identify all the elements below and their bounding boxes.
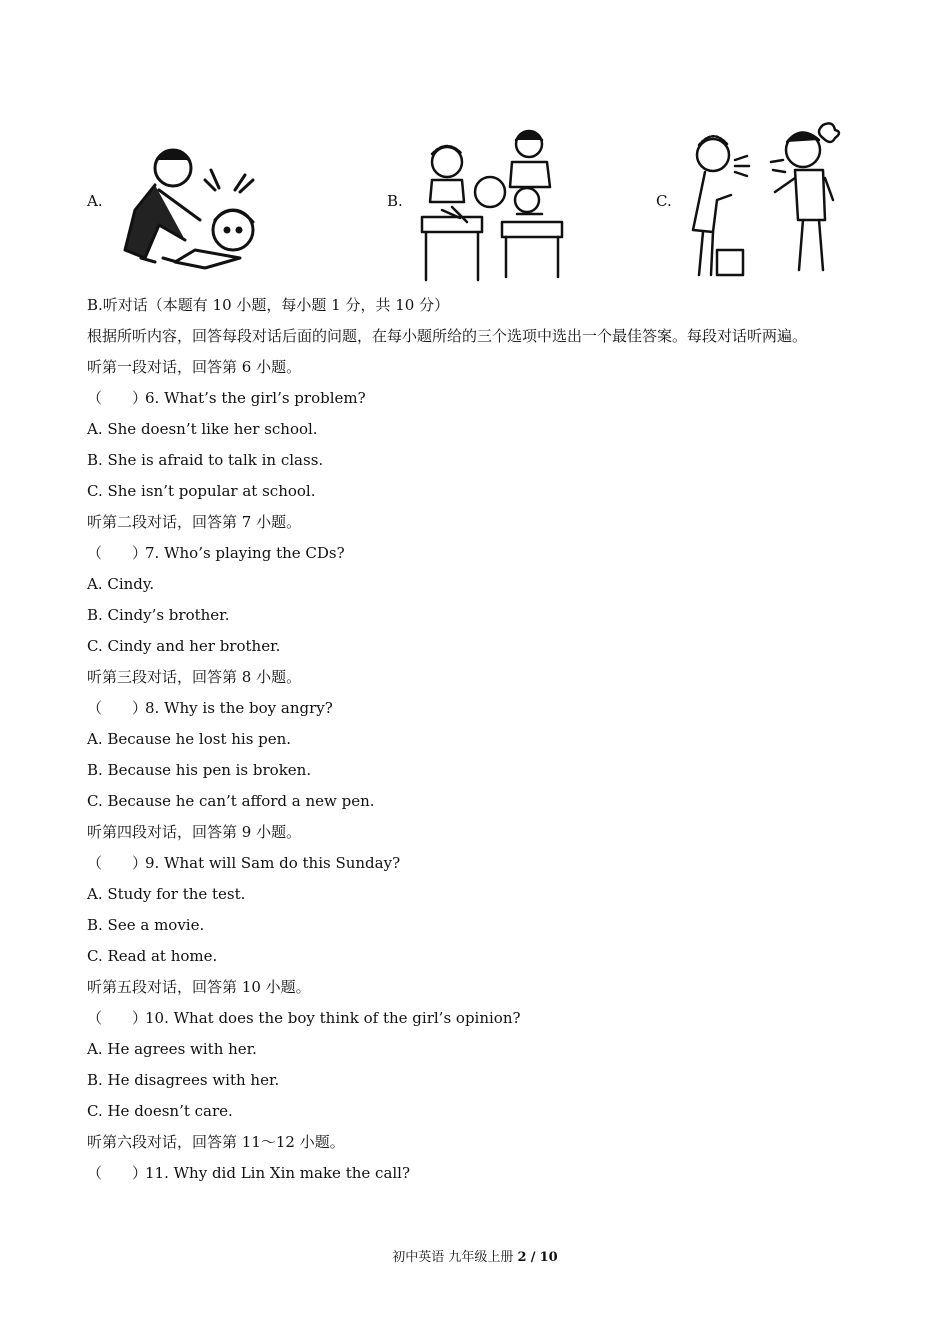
option-a: A. He agrees with her. [87, 1040, 257, 1058]
question-10 [87, 1003, 867, 1034]
question-7 [87, 538, 867, 569]
footer-page-number: 2 [517, 1250, 527, 1265]
picture-label-c: C. [656, 192, 672, 210]
option-c: C. Cindy and her brother. [87, 637, 281, 655]
picture-options [0, 120, 950, 290]
dialog-4 [87, 817, 867, 972]
option-c: C. Because he can’t afford a new pen. [87, 792, 375, 810]
footer-page-total: 10 [539, 1250, 558, 1265]
option-a: A. Because he lost his pen. [87, 730, 292, 748]
dialog-intro: 听第四段对话，回答第 9 小题。 [87, 823, 302, 841]
footer-separator: / [530, 1250, 536, 1265]
question-text: 6. What’s the girl’s problem? [145, 389, 366, 407]
question-6 [87, 383, 867, 414]
answer-blank: （ ） [87, 854, 148, 872]
dialog-1 [87, 352, 867, 507]
dialog-5 [87, 972, 867, 1127]
dialog-3 [87, 662, 867, 817]
dialog-2 [87, 507, 867, 662]
dialog-intro: 听第二段对话，回答第 7 小题。 [87, 513, 302, 531]
picture-label-a: A. [87, 192, 103, 210]
answer-blank: （ ） [87, 389, 148, 407]
question-text: 8. Why is the boy angry? [145, 699, 333, 717]
section-title: B.听对话（本题有 10 小题，每小题 1 分，共 10 分） [87, 296, 450, 314]
option-a: A. Cindy. [87, 575, 155, 593]
picture-label-b: B. [387, 192, 403, 210]
option-a: A. Study for the test. [87, 885, 246, 903]
question-text: 7. Who’s playing the CDs? [145, 544, 345, 562]
answer-blank: （ ） [87, 544, 148, 562]
cartoon-man-helping-fallen-girl [115, 130, 260, 270]
dialog-intro: 听第六段对话，回答第 11～12 小题。 [87, 1133, 345, 1151]
answer-blank: （ ） [87, 1164, 148, 1182]
page-footer [0, 1246, 950, 1265]
question-9 [87, 848, 867, 879]
option-b: B. Cindy’s brother. [87, 606, 230, 624]
answer-blank: （ ） [87, 1009, 148, 1027]
option-b: B. Because his pen is broken. [87, 761, 312, 779]
answer-blank: （ ） [87, 699, 148, 717]
question-11 [87, 1158, 867, 1189]
option-c: C. Read at home. [87, 947, 218, 965]
option-a: A. She doesn’t like her school. [87, 420, 318, 438]
option-b: B. He disagrees with her. [87, 1071, 280, 1089]
dialog-intro: 听第一段对话，回答第 6 小题。 [87, 358, 302, 376]
option-c: C. He doesn’t care. [87, 1102, 233, 1120]
option-c: C. She isn’t popular at school. [87, 482, 316, 500]
dialog-intro: 听第五段对话，回答第 10 小题。 [87, 978, 311, 996]
question-8 [87, 693, 867, 724]
question-text: 11. Why did Lin Xin make the call? [145, 1164, 411, 1182]
option-b: B. She is afraid to talk in class. [87, 451, 324, 469]
question-text: 10. What does the boy think of the girl’s opinion? [145, 1009, 521, 1027]
cartoon-two-men-arguing [683, 120, 843, 285]
listening-section [87, 290, 867, 1189]
section-instructions: 根据所听内容，回答每段对话后面的问题，在每小题所给的三个选项中选出一个最佳答案。每段对话听两遍。 [87, 327, 808, 345]
option-b: B. See a movie. [87, 916, 205, 934]
cartoon-classroom-students [412, 122, 572, 282]
footer-course: 初中英语 九年级上册 [392, 1250, 514, 1265]
dialog-intro: 听第三段对话，回答第 8 小题。 [87, 668, 302, 686]
dialog-6 [87, 1127, 867, 1189]
question-text: 9. What will Sam do this Sunday? [145, 854, 401, 872]
